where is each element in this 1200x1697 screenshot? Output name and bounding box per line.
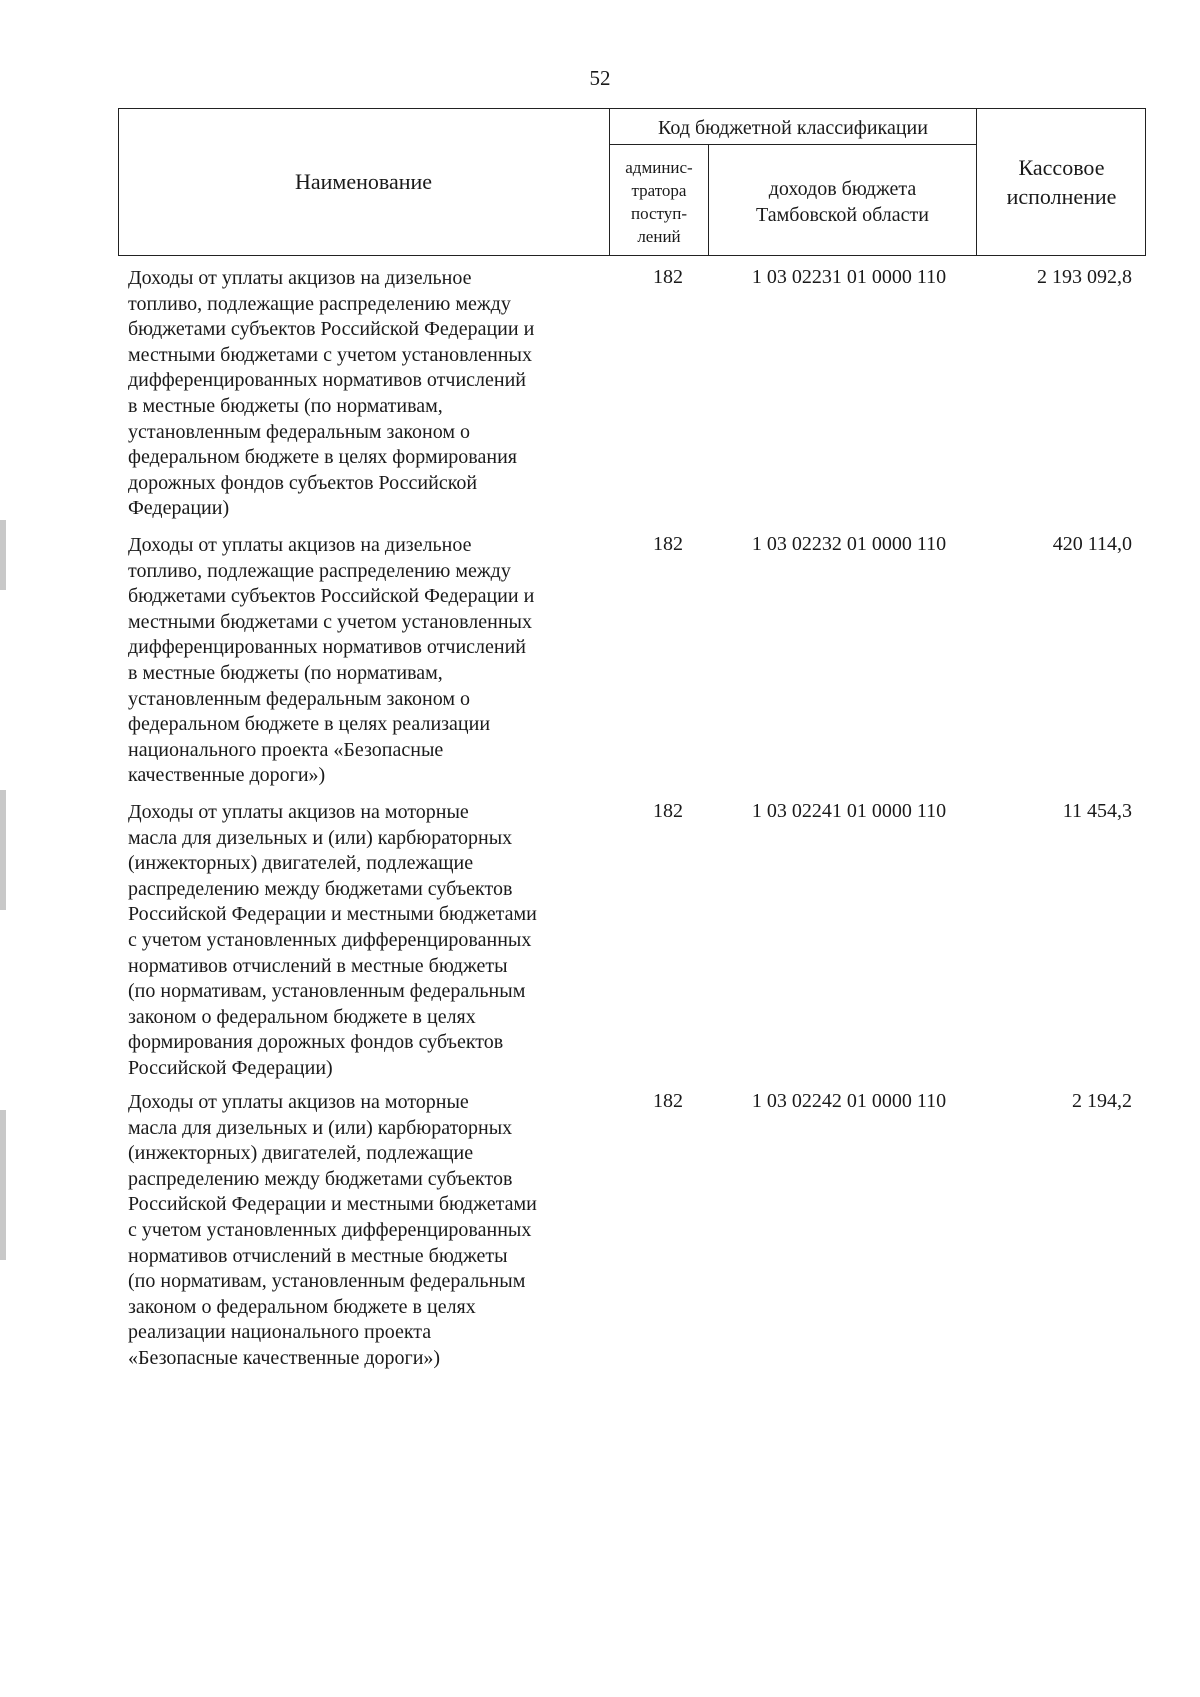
row-admin-code: 182	[653, 800, 683, 822]
header-group-divider	[609, 144, 977, 145]
header-code-group: Код бюджетной классификации	[658, 116, 928, 139]
row-amount: 2 194,2	[1072, 1090, 1132, 1112]
row-admin-code: 182	[653, 533, 683, 555]
scan-artifact	[0, 520, 6, 590]
header-execution: Кассовое исполнение	[1006, 155, 1117, 209]
scan-artifact	[0, 790, 6, 910]
row-budget-code: 1 03 02241 01 0000 110	[751, 800, 947, 822]
row-amount: 2 193 092,8	[1037, 266, 1132, 288]
row-admin-code: 182	[653, 1090, 683, 1112]
row-budget-code: 1 03 02232 01 0000 110	[751, 533, 947, 555]
row-name: Доходы от уплаты акцизов на моторные масла для дизельных и (или) карбюраторных (инжекторных) двигателей, подлежащие распределению между бюджетами субъектов Российской Федерации и местными бюджетами с учетом установленных дифференцированных нормативов отчислений в местные бюджеты (по нормативам, установленным федеральным законом о федеральном бюджете в целях формирования дорожных фондов субъектов Российской Федерации)	[128, 801, 537, 1079]
row-name: Доходы от уплаты акцизов на дизельное топливо, подлежащие распределению между бюджетами субъектов Российской Федерации и местными бюджетами с учетом установленных дифференцированных нормативов отчислений в местные бюджеты (по нормативам, установленным федеральным законом о федеральном бюджете в целях формирования дорожных фондов субъектов Российской Федерации)	[128, 267, 535, 520]
row-budget-code: 1 03 02242 01 0000 110	[751, 1090, 947, 1112]
header-name: Наименование	[294, 169, 433, 194]
row-name: Доходы от уплаты акцизов на дизельное топливо, подлежащие распределению между бюджетами субъектов Российской Федерации и местными бюджетами с учетом установленных дифференцированных нормативов отчислений в местные бюджеты (по нормативам, установленным федеральным законом о федеральном бюджете в целях реализации национального проекта «Безопасные качественные дороги»)	[128, 534, 535, 787]
header-income-code: доходов бюджета Тамбовской области	[756, 178, 929, 226]
row-amount: 420 114,0	[1052, 533, 1132, 555]
row-budget-code: 1 03 02231 01 0000 110	[751, 266, 947, 288]
table-header	[118, 108, 1146, 256]
row-amount: 11 454,3	[1062, 800, 1132, 822]
row-admin-code: 182	[653, 266, 683, 288]
page-number: 52	[589, 66, 611, 90]
row-name: Доходы от уплаты акцизов на моторные масла для дизельных и (или) карбюраторных (инжекторных) двигателей, подлежащие распределению между бюджетами субъектов Российской Федерации и местными бюджетами с учетом установленных дифференцированных нормативов отчислений в местные бюджеты (по нормативам, установленным федеральным законом о федеральном бюджете в целях реализации национального проекта «Безопасные качественные дороги»)	[128, 1091, 537, 1369]
scan-artifact	[0, 1110, 6, 1260]
header-admin: админис- тратора поступ- лений	[625, 158, 693, 246]
